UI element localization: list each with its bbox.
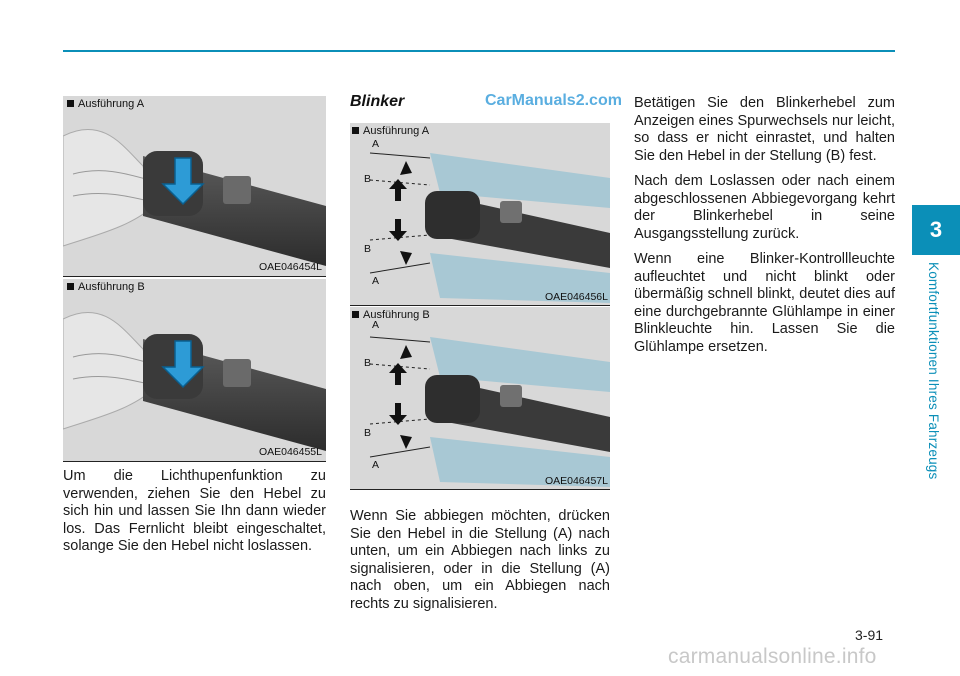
header-rule: [63, 50, 895, 52]
chapter-tab[interactable]: 3: [912, 205, 960, 255]
lever-illustration: [350, 123, 610, 305]
lever-illustration: [63, 279, 326, 461]
right-column-text: [634, 95, 895, 364]
figure-divider: [63, 461, 326, 462]
section-heading: Blinker: [350, 93, 405, 110]
watermark: carmanualsonline.info: [668, 645, 877, 668]
paragraph: Betätigen Sie den Blinkerhebel zum Anzeigen eines Spurwechsels nur leicht, so dass er nicht einrastet, und halten Sie den Hebel in der Stellung (B) fest.: [634, 95, 895, 164]
position-label: B: [364, 357, 372, 369]
figure-divider: [350, 489, 610, 490]
turn-signal-paragraph: Wenn Sie abbiegen möchten, drücken Sie den Hebel in die Stellung (A) nach unten, um ein Abbiegen nach links zu signalisieren, oder in die Stellung (A) nach oben, um ein Abbiegen nach rechts zu signalisieren.: [350, 508, 610, 612]
paragraph: Nach dem Loslassen oder nach einem abgeschlossenen Abbiegevorgang kehrt der Blinkerhebel in seine Ausgangsstellung zurück.: [634, 173, 895, 242]
figure-variant-label: Ausführung A: [67, 98, 144, 110]
figure-variant-label: Ausführung B: [67, 281, 145, 293]
lever-illustration: [63, 96, 326, 276]
position-label: B: [364, 173, 372, 185]
figure-code: OAE046454L: [258, 261, 322, 273]
figure-code: OAE046455L: [258, 446, 322, 458]
chapter-title: Komfortfunktionen Ihres Fahrzeugs: [926, 262, 941, 480]
paragraph: Wenn eine Blinker-Kontrollleuchte aufleuchtet und nicht blinkt oder übermäßig schnell blinkt, deutet dies auf eine durchgebrannte Glühlampe in einer Blinkleuchte hin. Lassen Sie die Glühlampe ersetzen.: [634, 251, 895, 355]
page-number: 3-91: [855, 627, 884, 643]
figure-divider: [63, 276, 326, 277]
flash-paragraph: Um die Lichthupenfunktion zu verwenden, ziehen Sie den Hebel zu sich hin und lassen Sie Ihn dann wieder los. Das Fernlicht bleibt eingeschaltet, solange Sie den Hebel nicht loslassen.: [63, 468, 326, 554]
position-label: A: [372, 319, 380, 331]
position-label: A: [372, 138, 380, 150]
position-label: A: [372, 459, 380, 471]
figure-divider: [350, 305, 610, 306]
position-label: B: [364, 427, 372, 439]
figure-variant-label: Ausführung A: [352, 125, 429, 137]
position-label: B: [364, 243, 372, 255]
position-label: A: [372, 275, 380, 287]
figure-code: OAE046456L: [544, 291, 608, 303]
figure-flash-lever-b: [63, 279, 326, 461]
figure-variant-label: Ausführung B: [352, 309, 430, 321]
figure-flash-lever-a: [63, 96, 326, 276]
lever-illustration: [350, 307, 610, 489]
site-logo[interactable]: CarManuals2.com: [485, 92, 622, 109]
figure-turn-signal-b: [350, 307, 610, 489]
figure-turn-signal-a: [350, 123, 610, 305]
figure-code: OAE046457L: [544, 475, 608, 487]
